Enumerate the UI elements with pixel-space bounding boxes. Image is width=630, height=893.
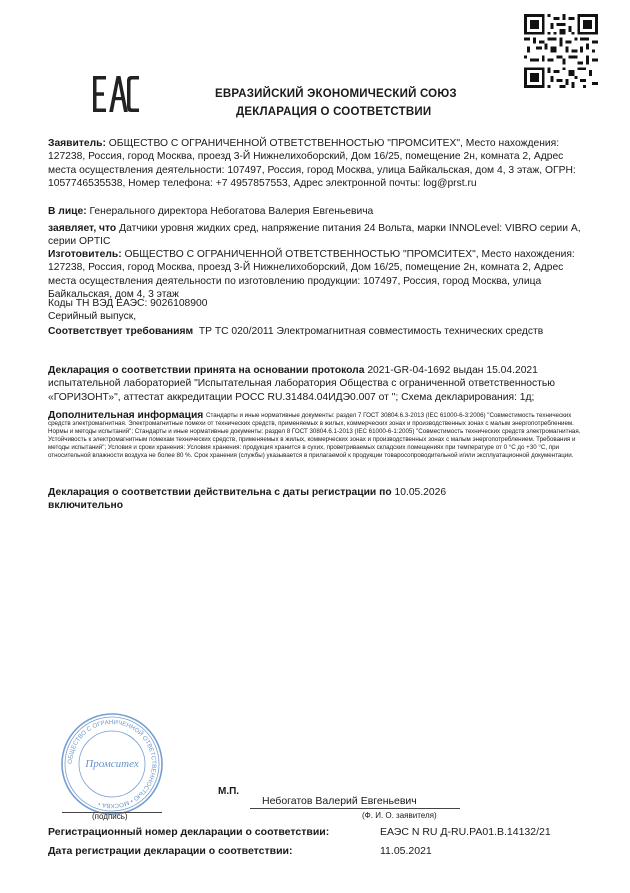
validity-date: 10.05.2026 xyxy=(394,487,447,498)
serial-text: Серийный выпуск, xyxy=(48,311,137,322)
qr-code xyxy=(524,14,598,88)
codes-text: Коды ТН ВЭД ЕАЭС: 9026108900 xyxy=(48,298,208,309)
signature-caption: (подпись) xyxy=(92,812,128,821)
eac-logo xyxy=(92,74,140,114)
compliance-label: Соответствует требованиям xyxy=(48,326,194,337)
manufacturer-text: ОБЩЕСТВО С ОГРАНИЧЕННОЙ ОТВЕТСТВЕННОСТЬЮ "ПРОМСИТЕХ", Место нахождения: 127238, Россия, город Москва, проезд 3-Й Нижнелихоборский, Дом 16/25, помещение 2н, комната 2, Адрес места осуществления деятельности по изготовлению продукции: 107497, Россия, город Москва, улица Байкальская, дом 4, 3 этаж xyxy=(48,249,575,301)
protocol-label: Декларация о соответствии принята на основании протокола xyxy=(48,365,365,376)
declares-label: заявляет, что xyxy=(48,223,117,234)
name-line xyxy=(250,808,460,809)
protocol-block xyxy=(48,364,588,404)
declares-text: Датчики уровня жидких сред, напряжение питания 24 Вольта, марки INNOLevel: VIBRO серии А, серии OPTIC xyxy=(48,223,581,248)
applicant-text: ОБЩЕСТВО С ОГРАНИЧЕННОЙ ОТВЕТСТВЕННОСТЬЮ "ПРОМСИТЕХ", Место нахождения: 127238, Россия, город Москва, проезд 3-Й Нижнелихоборский, Дом 16/25, помещение 2н, комната 2, Адрес места осуществления деятельности: 107497, Россия, город Москва, улица Байкальская, дом 4, 3 этаж, ОГРН: 1057746535538, Номер телефона: +7 4957857553, Адрес электронной почты: log@prst.ru xyxy=(48,138,576,190)
registration-number-label: Регистрационный номер декларации о соответствии: xyxy=(48,826,330,838)
registration-date: 11.05.2021 xyxy=(380,845,432,857)
person-label: В лице: xyxy=(48,206,87,217)
validity-block xyxy=(48,486,588,513)
stamp-name: Промситех xyxy=(85,758,139,770)
seal-place-label: М.П. xyxy=(218,786,240,797)
applicant-block xyxy=(48,137,588,191)
validity-suffix: включительно xyxy=(48,500,124,512)
applicant-label: Заявитель: xyxy=(48,138,106,149)
additional-text: Стандарты и иные нормативные документы: раздел 7 ГОСТ 30804.6.3-2013 (IEC 61000-6-3:2006) "Совместимость технических средств электромагнитная. Электромагнитные помехи от технических средств, применяемых в жилых, коммерческих зонах и производственных зонах с малым энергопотреблением. Нормы и методы испытаний"; Стандарты и иные нормативные документы: раздел 8 ГОСТ 30804.6.1-2013 (IEC 61000-6-1:2005) "Совместимость технических средств электромагнитная. Устойчивость к электромагнитным помехам технических средств, применяемых в жилых, коммерческих зонах и производственных зонах с малым энергопотреблением. Требования и методы испытаний"; Условия и сроки хранения: Условия хранения: продукция хранится в сухих, проветриваемых складских помещениях при температуре от 0 °С до +30 °С, при относительной влажности воздуха не более 80 %. Срок хранения (службы) указывается в прилагаемой к продукции товаросопроводительной и/или эксплуатационной документации. xyxy=(48,412,581,459)
manufacturer-label: Изготовитель: xyxy=(48,249,122,260)
validity-label: Декларация о соответствии действительна с даты регистрации по xyxy=(48,487,392,498)
protocol-text: 2021-GR-04-1692 выдан 15.04.2021 испытательной лабораторией "Испытательная лаборатория Общества с ограниченной ответственностью «ГОРИЗОНТ»", аттестат аккредитации РОСС RU.31484.04ИДЭ0.007 от "; Схема декларирования: 1д; xyxy=(48,365,555,403)
company-stamp xyxy=(60,712,164,816)
declares-block xyxy=(48,222,588,249)
person-text: Генерального директора Небогатова Валерия Евгеньевича xyxy=(89,206,374,217)
signer-name: Небогатов Валерий Евгеньевич xyxy=(262,795,417,807)
stamp-ring-text: ОБЩЕСТВО С ОГРАНИЧЕННОЙ ОТВЕТСТВЕННОСТЬЮ • МОСКВА • xyxy=(66,718,158,810)
registration-date-label: Дата регистрации декларации о соответствии: xyxy=(48,845,293,857)
name-caption: (Ф. И. О. заявителя) xyxy=(362,811,437,820)
union-title: ЕВРАЗИЙСКИЙ ЭКОНОМИЧЕСКИЙ СОЮЗ xyxy=(215,88,457,100)
compliance-block xyxy=(48,325,588,338)
document-title: ДЕКЛАРАЦИЯ О СООТВЕТСТВИИ xyxy=(236,106,432,118)
compliance-text: ТР ТС 020/2011 Электромагнитная совместимость технических средств xyxy=(198,326,544,337)
registration-number: ЕАЭС N RU Д-RU.РА01.В.14132/21 xyxy=(380,826,551,838)
manufacturer-block xyxy=(48,248,588,302)
additional-label: Дополнительная информация xyxy=(48,410,204,421)
person-block xyxy=(48,205,588,218)
